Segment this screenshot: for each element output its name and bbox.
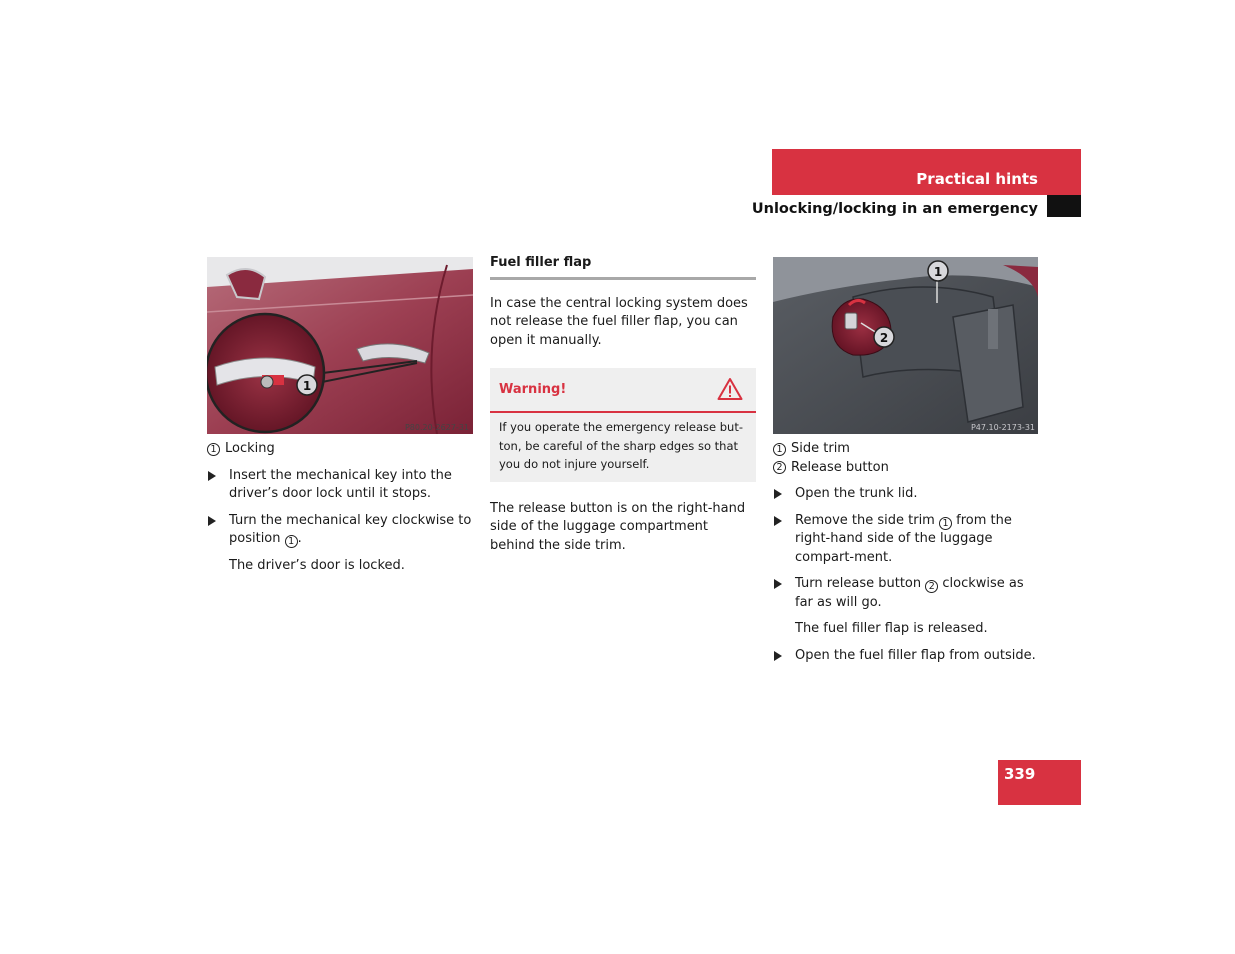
step-text: from the right-hand side of the luggage compart-ment.	[795, 512, 1012, 565]
legend-number: 1	[207, 443, 220, 456]
warning-body: If you operate the emergency release but-ton, be careful of the sharp edges so that you do not injure yourself.	[499, 420, 743, 471]
step-text: Turn the mechanical key clockwise to position	[229, 512, 472, 546]
step-text: clockwise as far as will go.	[795, 576, 1024, 610]
figure2-callout-2: 2	[879, 331, 889, 345]
warning-box	[490, 368, 756, 482]
bullet-triangle-icon	[208, 471, 216, 481]
trunk-release-illustration	[773, 257, 1038, 434]
instruction-step	[773, 575, 1039, 612]
instruction-step	[773, 485, 1039, 504]
step-text: Insert the mechanical key into the driver’s door lock until it stops.	[229, 467, 452, 501]
column-door-lock	[207, 440, 473, 575]
inline-number: 1	[939, 517, 952, 530]
header-black-tab	[1047, 195, 1081, 217]
instruction-step	[207, 467, 473, 504]
fuel-intro: In case the central locking system does not release the fuel filler flap, you can open it manually.	[490, 295, 748, 348]
figure2-code: P47.10-2173-31	[970, 423, 1035, 432]
figure1-legend-item	[207, 440, 473, 459]
figure1-callout-1: 1	[302, 379, 312, 393]
warning-header	[490, 368, 756, 413]
bullet-triangle-icon	[774, 489, 782, 499]
figure2-legend-item	[773, 440, 1039, 459]
warning-title: Warning!	[499, 382, 567, 397]
page-number: 339	[1004, 765, 1036, 783]
instruction-step	[773, 512, 1039, 568]
figure2-legend-item	[773, 459, 1039, 478]
legend-number: 1	[773, 443, 786, 456]
legend-label: Release button	[791, 459, 889, 475]
figure2-callout-1: 1	[933, 265, 943, 279]
step-result: The driver’s door is locked.	[229, 557, 405, 573]
section-title: Practical hints	[916, 170, 1038, 188]
fuel-section-title: Fuel filler flap	[490, 254, 756, 280]
door-lock-illustration	[207, 257, 473, 434]
legend-label: Locking	[225, 441, 275, 456]
column-trunk	[773, 440, 1039, 665]
bullet-triangle-icon	[774, 579, 782, 589]
step-text: Open the trunk lid.	[795, 486, 918, 501]
step-result: The fuel filler flap is released.	[795, 621, 988, 636]
instruction-step	[773, 647, 1039, 666]
subsection-title: Unlocking/locking in an emergency	[751, 201, 1038, 217]
legend-number: 2	[773, 461, 786, 474]
column-fuel-filler	[490, 254, 756, 555]
inline-number: 1	[285, 535, 298, 548]
bullet-triangle-icon	[208, 516, 216, 526]
warning-triangle-icon	[717, 377, 743, 401]
legend-label: Side trim	[791, 441, 850, 456]
step-text: Open the fuel filler flap from outside.	[795, 647, 1036, 663]
instruction-step	[207, 512, 473, 549]
step-text: .	[297, 531, 302, 546]
fuel-paragraph: The release button is on the right-hand side of the luggage compartment behind the side trim.	[490, 500, 746, 553]
inline-number: 2	[925, 580, 938, 593]
bullet-triangle-icon	[774, 516, 782, 526]
step-text: Turn release button	[795, 576, 926, 591]
figure1-code: P80.20-2627-31	[404, 423, 469, 432]
bullet-triangle-icon	[774, 651, 782, 661]
step-text: Remove the side trim	[795, 512, 939, 528]
